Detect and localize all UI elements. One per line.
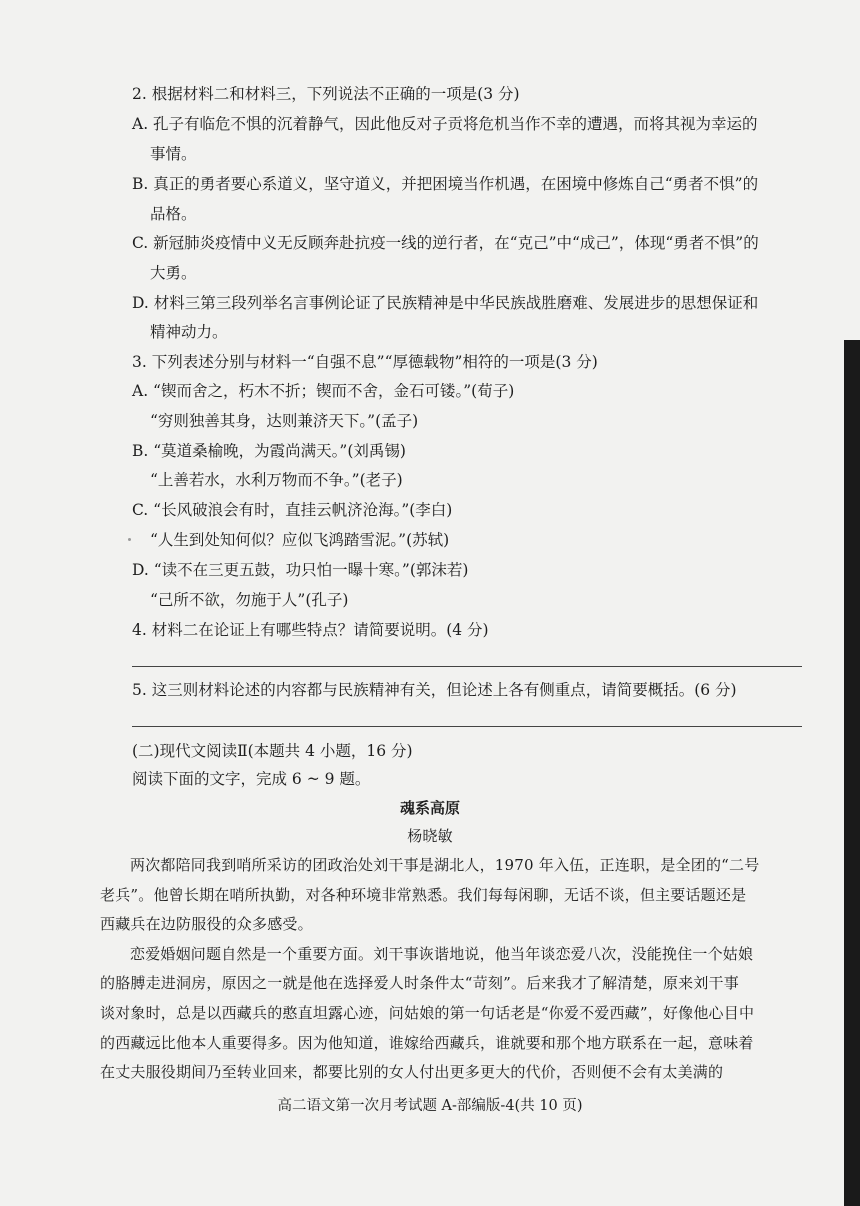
question-2-stem: 2. 根据材料二和材料三，下列说法不正确的一项是(3 分): [132, 85, 520, 103]
question-3-stem: 3. 下列表述分别与材料一“自强不息”“厚德载物”相符的一项是(3 分): [132, 353, 598, 371]
article-paragraph-line: 谈对象时，总是以西藏兵的憨直坦露心迹，问姑娘的第一句话老是“你爱不爱西藏”，好像他心目中: [100, 1004, 755, 1022]
question-2-option-c-cont: 大勇。: [150, 264, 197, 282]
question-2-option-b: B. 真正的勇者要心系道义，坚守道义，并把困境当作机遇，在困境中修炼自己“勇者不惧”的: [132, 175, 759, 193]
question-3-option-b-cont: “上善若水，水利万物而不争。”(老子): [150, 471, 403, 489]
question-3-option-d: D. “读不在三更五鼓，功只怕一曝十寒。”(郭沫若): [132, 561, 469, 579]
question-3-option-b: B. “莫道桑榆晚，为霞尚满天。”(刘禹锡): [132, 442, 406, 460]
section-header: (二)现代文阅读Ⅱ(本题共 4 小题，16 分): [132, 742, 413, 760]
question-3-option-c: C. “长风破浪会有时，直挂云帆济沧海。”(李白): [132, 501, 453, 519]
question-3-option-c-cont: “人生到处知何似？应似飞鸿踏雪泥。”(苏轼): [150, 531, 450, 549]
article-paragraph-line: 的胳膊走进洞房，原因之一就是他在选择爱人时条件太“苛刻”。后来我才了解清楚，原来刘干事: [100, 974, 739, 992]
article-title: 魂系高原: [399, 799, 460, 817]
article-author: 杨晓敏: [407, 827, 453, 845]
scan-edge-shadow: [844, 340, 860, 1206]
question-3-option-a: A. “锲而舍之，朽木不折；锲而不舍，金石可镂。”(荀子): [132, 382, 515, 400]
question-2-option-a: A. 孔子有临危不惧的沉着静气，因此他反对子贡将危机当作不幸的遭遇，而将其视为幸运的: [132, 115, 758, 133]
question-3-option-d-cont: “己所不欲，勿施于人”(孔子): [150, 591, 349, 609]
article-paragraph-line: 老兵”。他曾长期在哨所执勤，对各种环境非常熟悉。我们每每闲聊，无话不谈，但主要话题还是: [100, 886, 747, 904]
section-instruction: 阅读下面的文字，完成 6 ~ 9 题。: [132, 770, 371, 788]
answer-line: [132, 726, 802, 727]
article-paragraph-line: 西藏兵在边防服役的众多感受。: [100, 915, 313, 933]
article-paragraph-line: 在丈夫服役期间乃至转业回来，都要比别的女人付出更多更大的代价，否则便不会有太美满的: [100, 1063, 724, 1081]
question-2-option-d-cont: 精神动力。: [150, 323, 228, 341]
question-2-option-a-cont: 事情。: [150, 145, 197, 163]
question-2-option-d: D. 材料三第三段列举名言事例论证了民族精神是中华民族战胜磨难、发展进步的思想保证和: [132, 294, 759, 312]
question-2-option-c: C. 新冠肺炎疫情中义无反顾奔赴抗疫一线的逆行者，在“克己”中“成己”，体现“勇者不惧”的: [132, 234, 759, 252]
answer-line: [132, 666, 802, 667]
question-3-option-a-cont: “穷则独善其身，达则兼济天下。”(孟子): [150, 412, 419, 430]
article-paragraph-line: 的西藏远比他本人重要得多。因为他知道，谁嫁给西藏兵，谁就要和那个地方联系在一起，意味着: [100, 1034, 754, 1052]
article-paragraph-line: 两次都陪同我到哨所采访的团政治处刘干事是湖北人，1970 年入伍，正连职，是全团的“二号: [130, 856, 760, 874]
question-2-option-b-cont: 品格。: [150, 205, 197, 223]
article-paragraph-line: 恋爱婚姻问题自然是一个重要方面。刘干事诙谐地说，他当年谈恋爱八次，没能挽住一个姑娘: [130, 945, 754, 963]
question-4-stem: 4. 材料二在论证上有哪些特点？请简要说明。(4 分): [132, 621, 489, 639]
page-footer: 高二语文第一次月考试题 A-部编版-4(共 10 页): [277, 1098, 583, 1114]
question-5-stem: 5. 这三则材料论述的内容都与民族精神有关，但论述上各有侧重点，请简要概括。(6 分): [132, 681, 737, 699]
scan-speck: [128, 538, 131, 541]
